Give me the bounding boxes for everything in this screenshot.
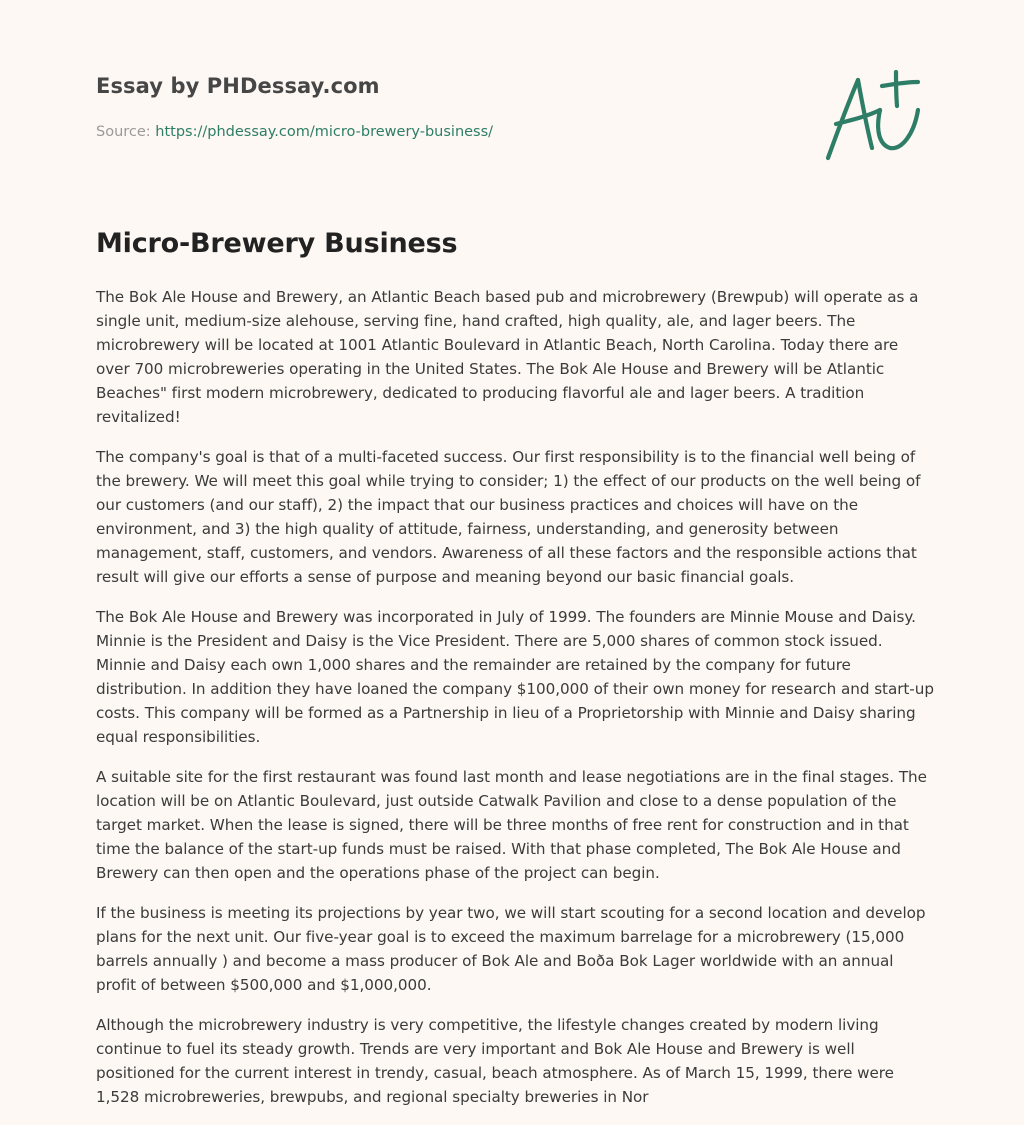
site-header	[96, 74, 796, 140]
essay-paragraph: A suitable site for the first restaurant was found last month and lease negotiations are in the final stages. The location will be on Atlantic Boulevard, just outside Catwalk Pavilion and close to a dense population of the target market. When the lease is signed, there will be three months of free rent for construction and in that time the balance of the start-up funds must be raised. With that phase completed, The Bok Ale House and Brewery can then open and the operations phase of the project can begin.	[96, 768, 927, 882]
essay-title: Micro-Brewery Business	[96, 228, 458, 259]
a-plus-grade-icon	[822, 66, 926, 166]
essay-paragraph: The Bok Ale House and Brewery was incorporated in July of 1999. The founders are Minnie Mouse and Daisy. Minnie is the President and Daisy is the Vice President. There are 5,000 shares of common stock issued. Minnie and Daisy each own 1,000 shares and the remainder are retained by the company for future distribution. In addition they have loaned the company $100,000 of their own money for research and start-up costs. This company will be formed as a Partnership in lieu of a Proprietorship with Minnie and Daisy sharing equal responsibilities.	[96, 608, 934, 746]
essay-paragraph: Although the microbrewery industry is very competitive, the lifestyle changes created by modern living continue to fuel its steady growth. Trends are very important and Bok Ale House and Brewery is well positioned for the current interest in trendy, casual, beach atmosphere. As of March 15, 1999, there were 1,528 microbreweries, brewpubs, and regional specialty breweries in Nor	[96, 1016, 894, 1106]
brand-title: Essay by PHDessay.com	[96, 74, 380, 98]
essay-body	[96, 285, 936, 1125]
source-line	[96, 124, 493, 140]
source-link[interactable]: https://phdessay.com/micro-brewery-business/	[155, 124, 494, 140]
essay-paragraph: If the business is meeting its projections by year two, we will start scouting for a second location and develop plans for the next unit. Our five-year goal is to exceed the maximum barrelage for a microbrewery (15,000 barrels annually ) and become a mass producer of Bok Ale and Boða Bok Lager worldwide with an annual profit of between $500,000 and $1,000,000.	[96, 904, 926, 994]
essay-paragraph: The company's goal is that of a multi-faceted success. Our first responsibility is to the financial well being of the brewery. We will meet this goal while trying to consider; 1) the effect of our products on the well being of our customers (and our staff), 2) the impact that our business practices and choices will have on the environment, and 3) the high quality of attitude, fairness, understanding, and generosity between management, staff, customers, and vendors. Awareness of all these factors and the responsible actions that result will give our efforts a sense of purpose and meaning beyond our basic financial goals.	[96, 448, 921, 586]
essay-paragraph: The Bok Ale House and Brewery, an Atlantic Beach based pub and microbrewery (Brewpub) will operate as a single unit, medium-size alehouse, serving fine, hand crafted, high quality, ale, and lager beers. The microbrewery will be located at 1001 Atlantic Boulevard in Atlantic Beach, North Carolina. Today there are over 700 microbreweries operating in the United States. The Bok Ale House and Brewery will be Atlantic Beaches" first modern microbrewery, dedicated to producing flavorful ale and lager beers. A tradition revitalized!	[96, 288, 919, 426]
source-label: Source:	[96, 124, 156, 140]
